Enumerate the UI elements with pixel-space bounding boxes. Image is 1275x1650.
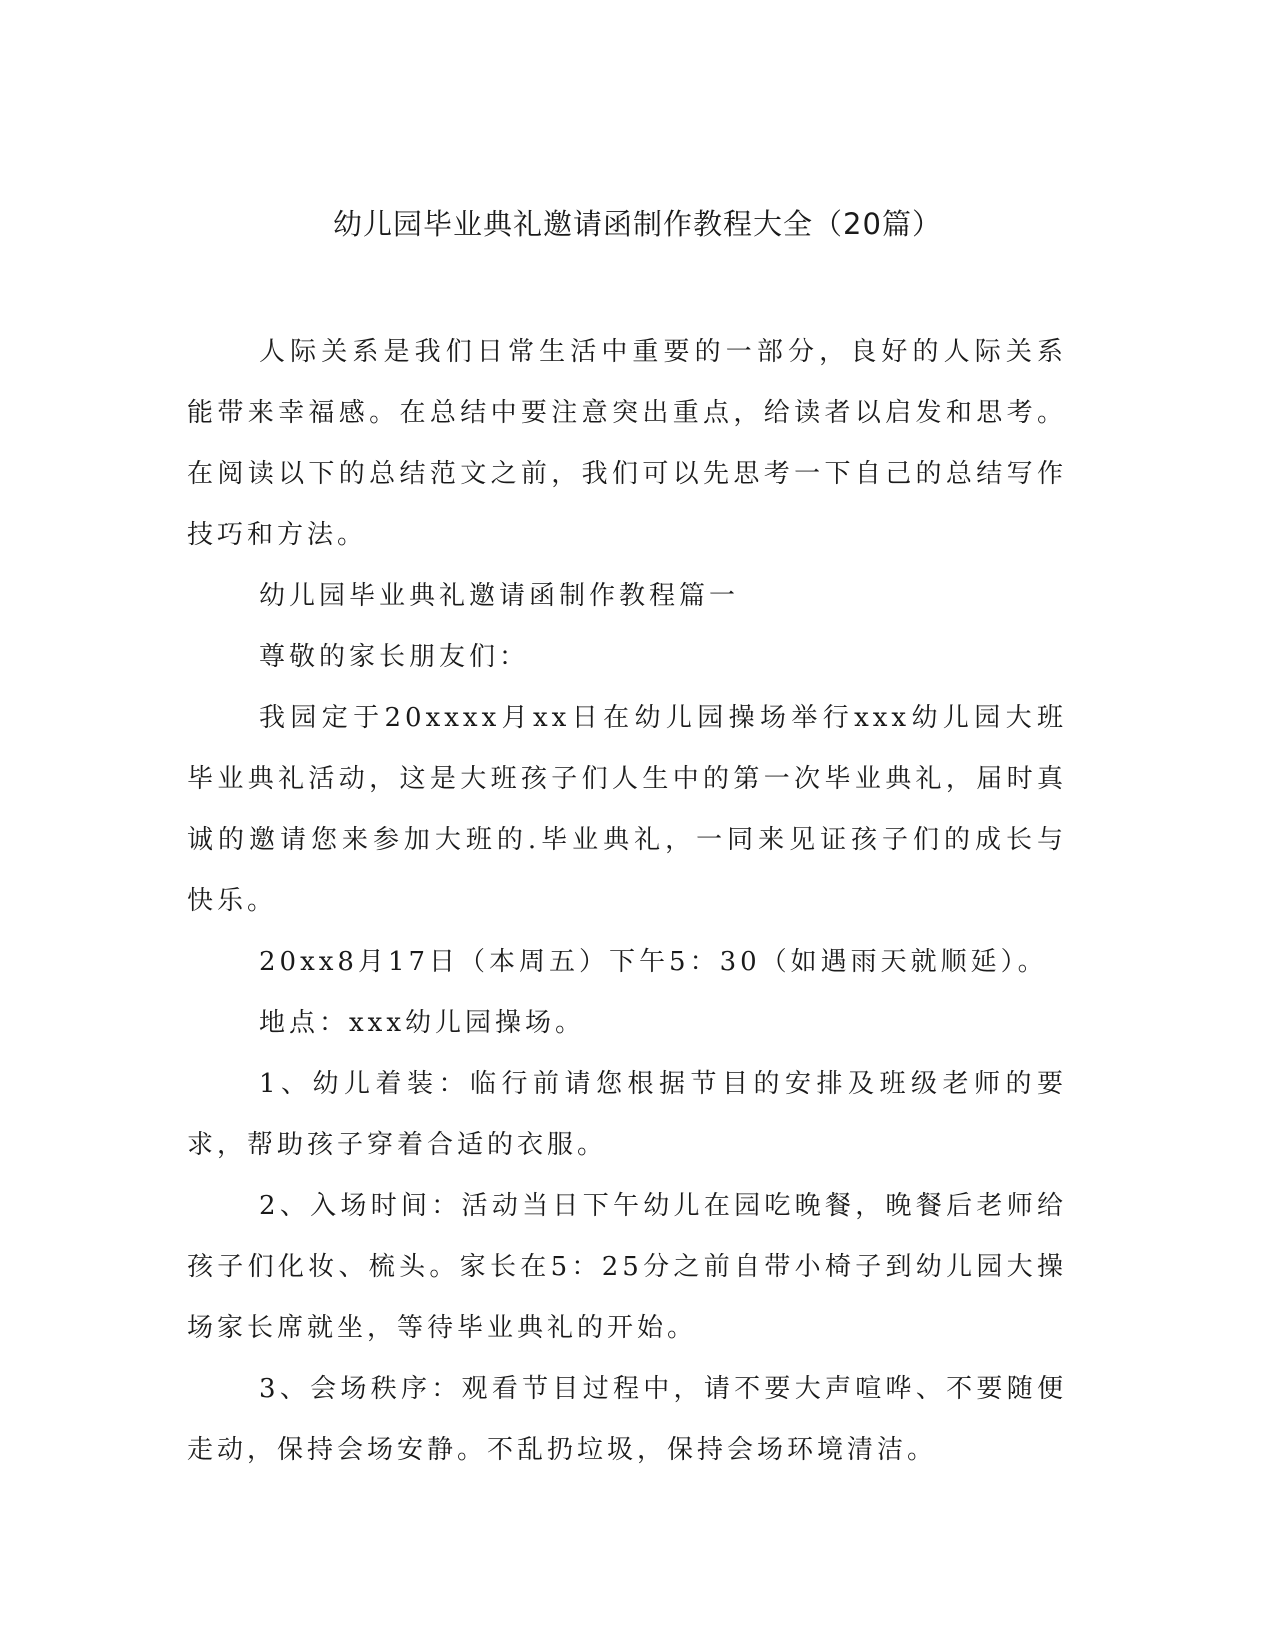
document-body bbox=[187, 322, 1067, 1481]
intro-paragraph: 人际关系是我们日常生活中重要的一部分，良好的人际关系能带来幸福感。在总结中要注意突出重点，给读者以启发和思考。在阅读以下的总结范文之前，我们可以先思考一下自己的总结写作技巧和方法。 bbox=[187, 337, 1067, 550]
event-time: 20xx8月17日（本周五）下午5：30（如遇雨天就顺延）。 bbox=[259, 947, 1048, 977]
document-title: 幼儿园毕业典礼邀请函制作教程大全（20篇） bbox=[333, 207, 942, 241]
section-heading: 幼儿园毕业典礼邀请函制作教程篇一 bbox=[259, 581, 740, 611]
invitation-paragraph: 我园定于20xxxx月xx日在幼儿园操场举行xxx幼儿园大班毕业典礼活动，这是大班孩子们人生中的第一次毕业典礼，届时真诚的邀请您来参加大班的.毕业典礼，一同来见证孩子们的成长与快乐。 bbox=[187, 703, 1067, 916]
event-location: 地点：xxx幼儿园操场。 bbox=[259, 1008, 585, 1038]
notice-item-3: 3、会场秩序：观看节目过程中，请不要大声喧哗、不要随便走动，保持会场安静。不乱扔垃圾，保持会场环境清洁。 bbox=[187, 1374, 1067, 1465]
notice-item-2: 2、入场时间：活动当日下午幼儿在园吃晚餐，晚餐后老师给孩子们化妆、梳头。家长在5：25分之前自带小椅子到幼儿园大操场家长席就坐，等待毕业典礼的开始。 bbox=[187, 1191, 1067, 1343]
salutation: 尊敬的家长朋友们： bbox=[259, 642, 530, 672]
notice-item-1: 1、幼儿着装：临行前请您根据节目的安排及班级老师的要求，帮助孩子穿着合适的衣服。 bbox=[187, 1069, 1067, 1160]
